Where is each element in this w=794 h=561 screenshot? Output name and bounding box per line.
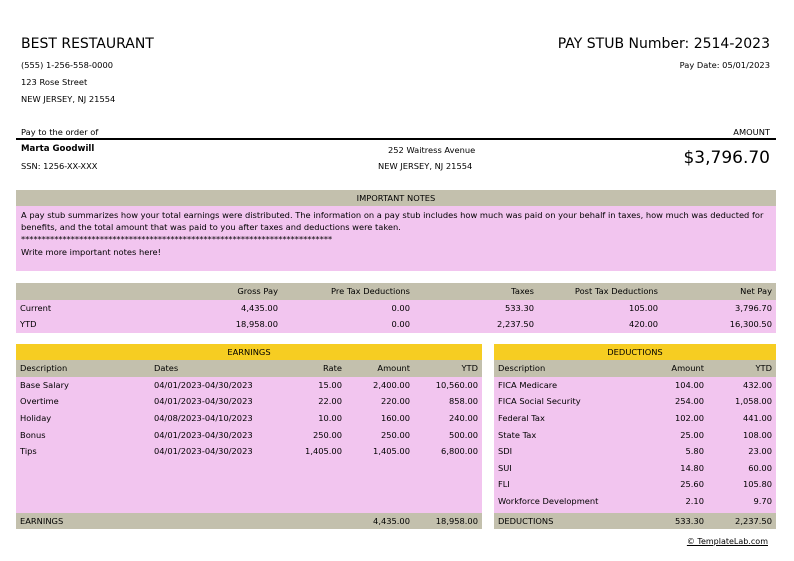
earnings-header: YTD: [461, 363, 478, 374]
deductions-cell: State Tax: [498, 429, 537, 440]
deductions-cell: 102.00: [674, 413, 704, 424]
earnings-header: Description: [20, 363, 68, 374]
summary-cell: 420.00: [628, 319, 658, 330]
table-row: [494, 460, 776, 477]
deductions-header: Description: [498, 363, 546, 374]
earnings-cell: 1,405.00: [373, 446, 410, 457]
table-row: [16, 377, 482, 394]
deductions-header-row: [494, 360, 776, 377]
pay-stub-number: PAY STUB Number: 2514-2023: [557, 36, 770, 52]
earnings-cell: Base Salary: [20, 379, 69, 390]
table-row: [494, 377, 776, 394]
earnings-header: Dates: [154, 363, 179, 374]
deductions-cell: 60.00: [748, 462, 772, 473]
notes-line: Write more important notes here!: [21, 246, 161, 257]
deductions-cell: 432.00: [742, 379, 772, 390]
summary-cell: 105.00: [628, 302, 658, 313]
deductions-cell: Federal Tax: [498, 413, 545, 424]
deductions-total-ytd: 2,237.50: [735, 515, 772, 526]
earnings-header: Amount: [377, 363, 410, 374]
earnings-cell: 15.00: [318, 379, 342, 390]
summary-cell: YTD: [20, 319, 37, 330]
deductions-cell: SDI: [498, 446, 513, 457]
earnings-cell: Bonus: [20, 429, 46, 440]
earnings-cell: 04/01/2023-04/30/2023: [154, 379, 253, 390]
table-row: [494, 426, 776, 443]
company-city: NEW JERSEY, NJ 21554: [21, 94, 116, 104]
notes-line: A pay stub summarizes how your total earnings were distributed. The information on a pay stub includes how much was paid on your behalf in taxes, how much was deducted for: [21, 210, 764, 220]
payee-name: Marta Goodwill: [21, 144, 95, 154]
payee-ssn: SSN: 1256-XX-XXX: [21, 161, 98, 171]
notes-title: IMPORTANT NOTES: [16, 190, 776, 206]
deductions-cell: FLI: [498, 479, 510, 490]
earnings-cell: 1,405.00: [305, 446, 342, 457]
notes-line: ***************************************************************************: [21, 234, 333, 245]
summary-cell: 0.00: [391, 302, 410, 313]
earnings-cell: Tips: [20, 446, 37, 457]
table-row: [16, 300, 776, 317]
earnings-cell: 22.00: [318, 396, 342, 407]
summary-header: Pre Tax Deductions: [331, 286, 410, 297]
summary-cell: 16,300.50: [729, 319, 772, 330]
summary-cell: 0.00: [391, 319, 410, 330]
table-row: [16, 410, 482, 427]
earnings-cell: 240.00: [448, 413, 478, 424]
deductions-title: DEDUCTIONS: [494, 344, 776, 360]
summary-header: Net Pay: [740, 286, 772, 297]
deductions-total-row: [494, 513, 776, 530]
deductions-cell: 5.80: [685, 446, 704, 457]
deductions-cell: 108.00: [742, 429, 772, 440]
company-phone: (555) 1-256-558-0000: [21, 60, 113, 70]
earnings-cell: 04/01/2023-04/30/2023: [154, 446, 253, 457]
earnings-cell: 04/08/2023-04/10/2023: [154, 413, 253, 424]
summary-cell: 18,958.00: [235, 319, 278, 330]
deductions-cell: 25.00: [680, 429, 704, 440]
deductions-cell: SUI: [498, 462, 512, 473]
summary-cell: Current: [20, 302, 52, 313]
earnings-cell: 500.00: [448, 429, 478, 440]
earnings-cell: 6,800.00: [441, 446, 478, 457]
deductions-header: Amount: [671, 363, 704, 374]
deductions-cell: 1,058.00: [735, 396, 772, 407]
earnings-header-row: [16, 360, 482, 377]
summary-header: [16, 283, 112, 300]
summary-header: Gross Pay: [237, 286, 278, 297]
earnings-cell: 250.00: [312, 429, 342, 440]
earnings-cell: 2,400.00: [373, 379, 410, 390]
earnings-total-amount: 4,435.00: [373, 515, 410, 526]
earnings-cell: 04/01/2023-04/30/2023: [154, 429, 253, 440]
deductions-cell: 105.80: [742, 479, 772, 490]
pay-to-label: Pay to the order of: [21, 127, 99, 137]
payee-city: NEW JERSEY, NJ 21554: [378, 161, 473, 171]
table-row: [494, 443, 776, 460]
deductions-cell: 254.00: [674, 396, 704, 407]
deductions-cell: FICA Social Security: [498, 396, 581, 407]
deductions-total-label: DEDUCTIONS: [498, 515, 554, 526]
earnings-header: Rate: [322, 363, 342, 374]
pay-date: Pay Date: 05/01/2023: [679, 60, 770, 70]
deductions-cell: 104.00: [674, 379, 704, 390]
earnings-cell: 250.00: [380, 429, 410, 440]
payee-street: 252 Waitress Avenue: [388, 145, 476, 155]
table-row: [16, 393, 482, 410]
table-row: [16, 426, 482, 443]
deductions-cell: 23.00: [748, 446, 772, 457]
summary-cell: 3,796.70: [735, 302, 772, 313]
earnings-total-ytd: 18,958.00: [435, 515, 478, 526]
earnings-cell: Holiday: [20, 413, 52, 424]
table-row: [494, 393, 776, 410]
deductions-cell: 14.80: [680, 462, 704, 473]
summary-cell: 4,435.00: [241, 302, 278, 313]
table-row: [494, 410, 776, 427]
earnings-cell: 160.00: [380, 413, 410, 424]
deductions-total-amount: 533.30: [674, 515, 704, 526]
deductions-cell: FICA Medicare: [498, 379, 558, 390]
table-row: [494, 493, 776, 510]
earnings-title: EARNINGS: [16, 344, 482, 360]
deductions-cell: 2.10: [685, 496, 704, 507]
earnings-total-label: EARNINGS: [20, 515, 64, 526]
table-row: [16, 316, 776, 333]
earnings-total-row: [16, 513, 482, 530]
summary-cell: 2,237.50: [497, 319, 534, 330]
summary-header: Post Tax Deductions: [574, 286, 658, 297]
deductions-cell: 441.00: [742, 413, 772, 424]
deductions-cell: Workforce Development: [498, 496, 599, 507]
deductions-body: [494, 377, 776, 513]
table-row: [494, 476, 776, 493]
company-street: 123 Rose Street: [21, 77, 88, 87]
summary-header-row: [16, 283, 776, 300]
deductions-cell: 25.60: [680, 479, 704, 490]
summary-cell: 533.30: [504, 302, 534, 313]
templatelab-credit-link[interactable]: © TemplateLab.com: [686, 537, 768, 546]
earnings-cell: 858.00: [448, 396, 478, 407]
payee-amount: $3,796.70: [683, 148, 770, 168]
earnings-cell: Overtime: [20, 396, 59, 407]
earnings-cell: 04/01/2023-04/30/2023: [154, 396, 253, 407]
notes-body: [16, 206, 776, 271]
deductions-header: YTD: [755, 363, 772, 374]
payee-divider: [16, 138, 776, 140]
earnings-body: [16, 377, 482, 513]
summary-table: [16, 283, 776, 333]
earnings-cell: 10,560.00: [435, 379, 478, 390]
amount-label: AMOUNT: [733, 127, 770, 137]
earnings-cell: 10.00: [318, 413, 342, 424]
company-name: BEST RESTAURANT: [21, 36, 154, 52]
earnings-cell: 220.00: [380, 396, 410, 407]
notes-line: benefits, and the total amount that was paid to you after taxes and deductions were taken.: [21, 222, 401, 233]
deductions-table: [494, 344, 776, 529]
deductions-cell: 9.70: [753, 496, 772, 507]
summary-header: Taxes: [511, 286, 534, 297]
table-row: [16, 443, 482, 460]
earnings-table: [16, 344, 482, 529]
